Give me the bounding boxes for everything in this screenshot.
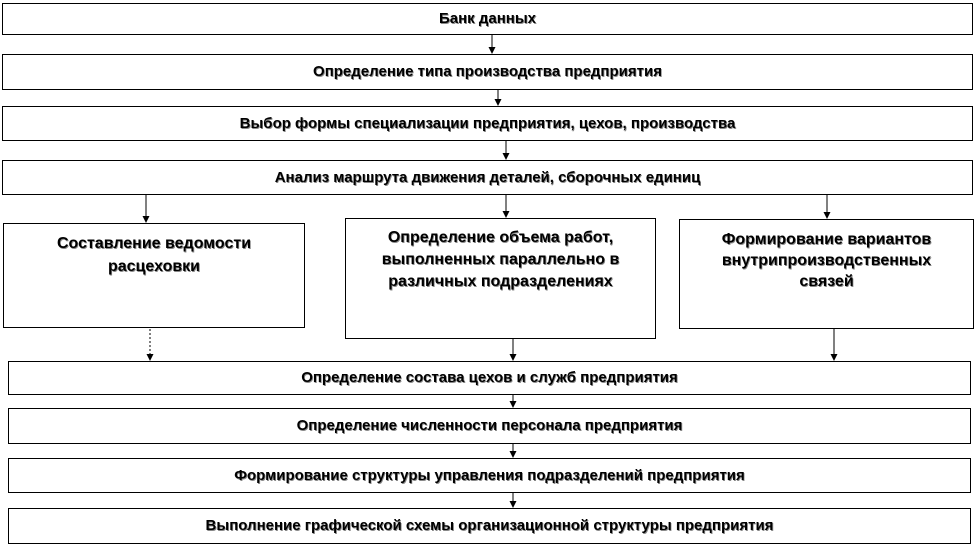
node-org-chart-label: Выполнение графической схемы организационной структуры предприятия [205, 517, 774, 534]
node-route-analysis-label: Анализ маршрута движения деталей, сборочных единиц [274, 168, 701, 186]
node-management-structure-label: Формирование структуры управления подразделений предприятия [234, 466, 745, 484]
node-shops-composition-label: Определение состава цехов и служб предприятия [301, 369, 678, 386]
node-production-type-label: Определение типа производства предприятия [313, 63, 662, 80]
node-headcount-label: Определение численности персонала предприятия [296, 417, 683, 434]
node-work-volume-label: Определение объема работ, выполненных параллельно в различных подразделениях [381, 229, 620, 290]
node-bank-label: Банк данных [439, 10, 536, 27]
node-internal-links-label: Формирование вариантов внутрипроизводственных связей [721, 231, 932, 290]
node-raszekhovka-label: Составление ведомости расцеховки [56, 235, 252, 275]
node-specialization-label: Выбор формы специализации предприятия, цехов, производства [239, 114, 736, 132]
